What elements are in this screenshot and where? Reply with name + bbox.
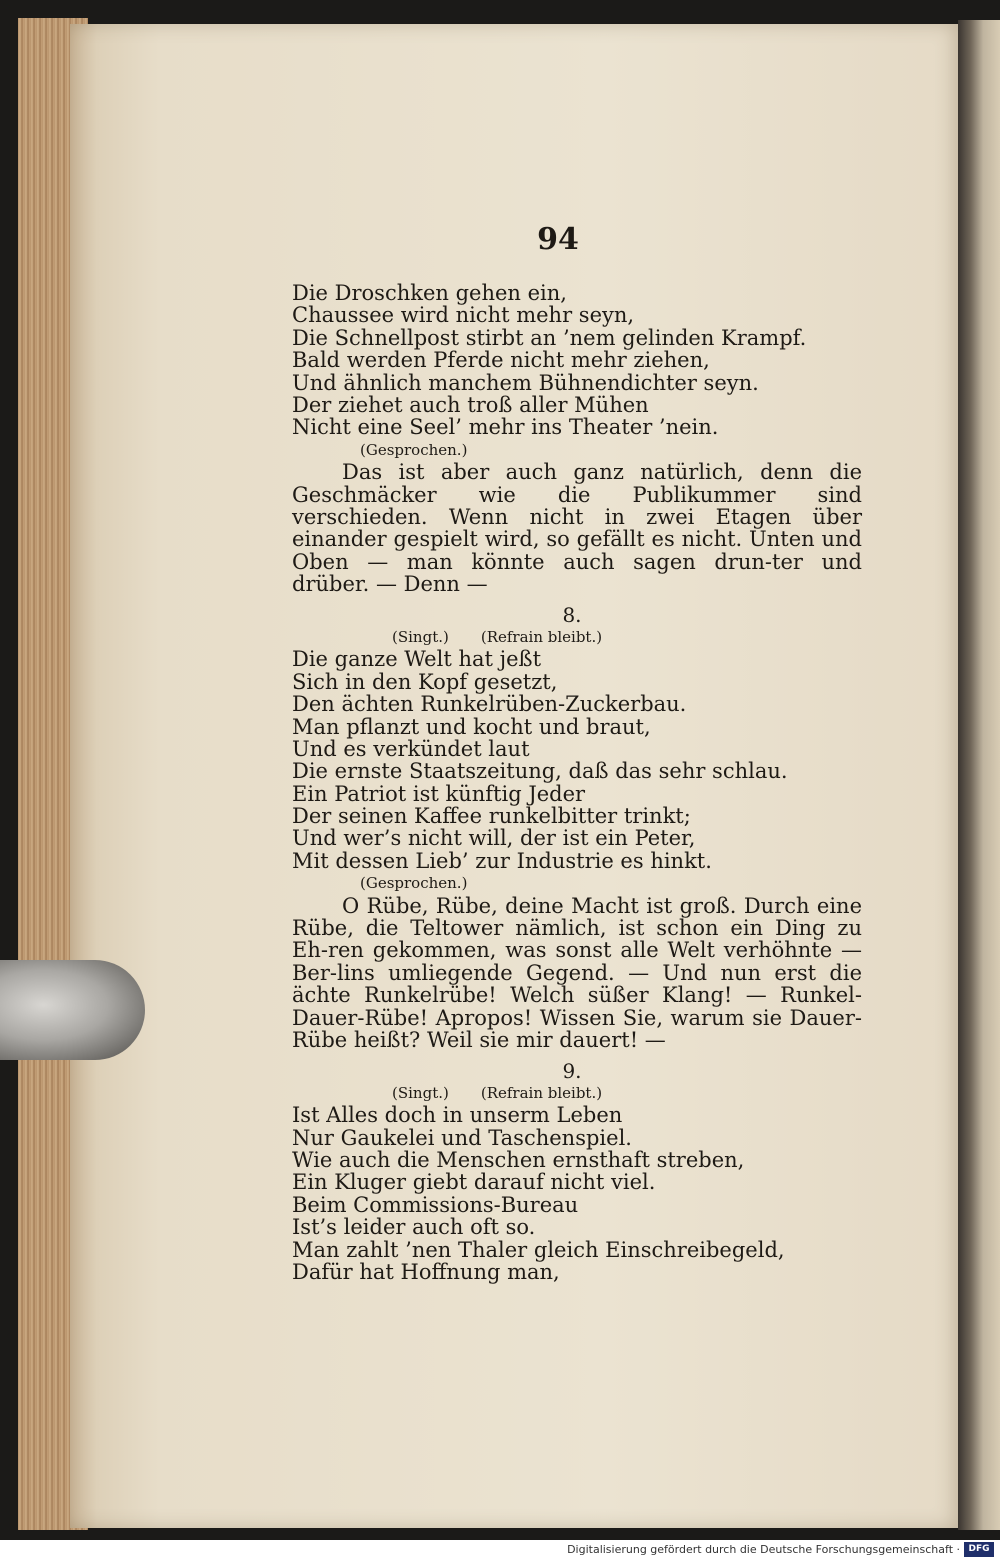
verse-line: Nicht eine Seel’ mehr ins Theater ’nein. bbox=[292, 415, 719, 440]
verse-line: Man pflanzt und kocht und braut, bbox=[292, 714, 651, 739]
verse-line: Ein Patriot ist künftig Jeder bbox=[292, 781, 586, 806]
verse-line: Und ähnlich manchem Bühnendichter seyn. bbox=[292, 370, 759, 395]
stage-direction-spoken: (Gesprochen.) bbox=[360, 874, 468, 893]
dfg-logo: DFG bbox=[964, 1542, 994, 1557]
verse-block-a bbox=[292, 282, 862, 439]
digitization-footer bbox=[0, 1540, 1000, 1560]
verse-line: Den ächten Runkelrüben-Zuckerbau. bbox=[292, 692, 687, 717]
verse-line: Und wer’s nicht will, der ist ein Peter, bbox=[292, 826, 696, 851]
page-text bbox=[292, 282, 862, 1283]
verse-line: Bald werden Pferde nicht mehr ziehen, bbox=[292, 348, 710, 373]
stanza-number: 8. bbox=[562, 602, 582, 627]
verse-line: Die ernste Staatszeitung, daß das sehr schlau. bbox=[292, 759, 788, 784]
spoken-paragraph: Das ist aber auch ganz natürlich, denn die Geschmäcker wie die Publikummer sind verschieden. Wenn nicht in zwei Etagen über einander gespielt wird, so gefällt es nicht. Unten und Oben — man könnte auch sagen drun-ter und drüber. — Denn — bbox=[292, 460, 862, 597]
verse-block-9 bbox=[292, 1104, 862, 1283]
thumb-holding-page bbox=[0, 960, 145, 1060]
facing-page-edge bbox=[958, 20, 1000, 1530]
stage-directions-row bbox=[292, 626, 862, 648]
verse-line: Sich in den Kopf gesetzt, bbox=[292, 669, 558, 694]
stage-directions-row bbox=[292, 1082, 862, 1104]
verse-line: Nur Gaukelei und Taschenspiel. bbox=[292, 1125, 632, 1150]
verse-line: Ein Kluger giebt darauf nicht viel. bbox=[292, 1170, 656, 1195]
verse-line: Dafür hat Hoffnung man, bbox=[292, 1260, 560, 1285]
verse-line: Mit dessen Lieb’ zur Industrie es hinkt. bbox=[292, 848, 712, 873]
verse-line: Ist’s leider auch oft so. bbox=[292, 1215, 536, 1240]
page-number: 94 bbox=[537, 222, 579, 257]
verse-line: Chaussee wird nicht mehr seyn, bbox=[292, 303, 635, 328]
spoken-paragraph: O Rübe, Rübe, deine Macht ist groß. Durch eine Rübe, die Teltower nämlich, ist schon ein Ding zu Eh-ren gekommen, was sonst alle Welt verhöhnte — Ber-lins umliegende Gegend. — Und nun erst die ächte Runkelrübe! Welch süßer Klang! — Runkel-Dauer-Rübe! Apropos! Wissen Sie, warum sie Dauer-Rübe heißt? Weil sie mir dauert! — bbox=[292, 893, 862, 1053]
stanza-number: 9. bbox=[562, 1058, 582, 1083]
funding-credit: Digitalisierung gefördert durch die Deutsche Forschungsgemeinschaft · bbox=[567, 1543, 960, 1556]
stage-direction-refrain: (Refrain bleibt.) bbox=[480, 627, 603, 646]
stage-direction-sing: (Singt.) bbox=[392, 627, 449, 646]
verse-line: Der seinen Kaffee runkelbitter trinkt; bbox=[292, 804, 691, 829]
stage-direction-sing: (Singt.) bbox=[392, 1083, 449, 1102]
verse-line: Die ganze Welt hat jeßt bbox=[292, 647, 542, 672]
verse-line: Ist Alles doch in unserm Leben bbox=[292, 1103, 623, 1128]
verse-line: Wie auch die Menschen ernsthaft streben, bbox=[292, 1148, 745, 1173]
stage-direction-spoken: (Gesprochen.) bbox=[360, 440, 468, 459]
verse-line: Der ziehet auch troß aller Mühen bbox=[292, 392, 649, 417]
verse-line: Man zahlt ’nen Thaler gleich Einschreibegeld, bbox=[292, 1237, 785, 1262]
verse-line: Und es verkündet laut bbox=[292, 736, 530, 761]
verse-line: Die Schnellpost stirbt an ’nem gelinden Krampf. bbox=[292, 325, 807, 350]
verse-line: Beim Commissions-Bureau bbox=[292, 1192, 579, 1217]
stage-direction-refrain: (Refrain bleibt.) bbox=[480, 1083, 603, 1102]
verse-block-8 bbox=[292, 648, 862, 872]
verse-line: Die Droschken gehen ein, bbox=[292, 281, 567, 305]
